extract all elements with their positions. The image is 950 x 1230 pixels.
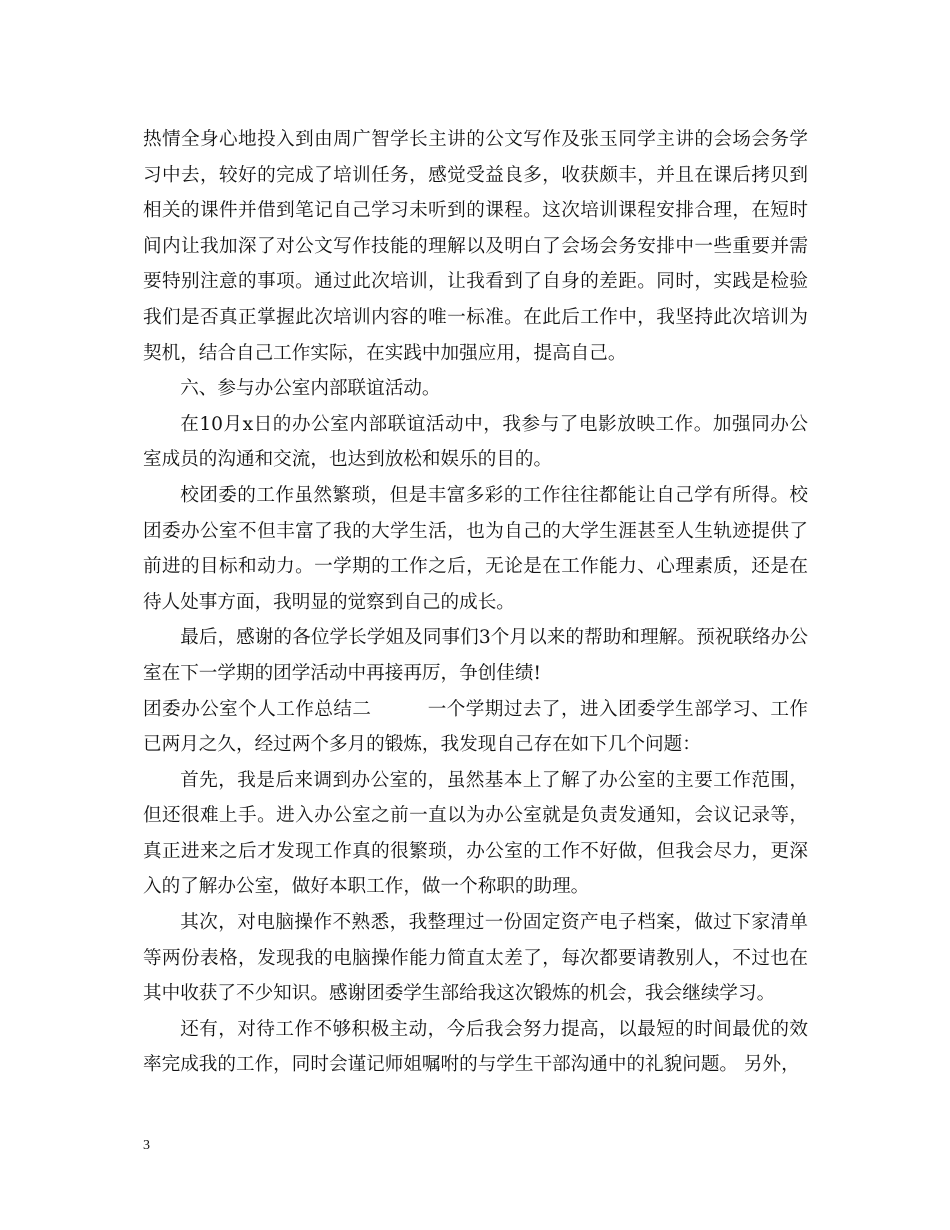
paragraph: 还有，对待工作不够积极主动，今后我会努力提高，以最短的时间最优的效率完成我的工作，同时会谨记师姐嘱咐的与学生干部沟通中的礼貌问题。 另外， (143, 1018, 808, 1076)
document-body (143, 122, 808, 1083)
paragraph: 最后，感谢的各位学长学姐及同事们3个月以来的帮助和理解。预祝联络办公室在下一学期的团学活动中再接再厉，争创佳绩! (143, 627, 808, 684)
paragraph-with-title (143, 692, 808, 763)
page-number: 3 (143, 1138, 150, 1153)
paragraph-text: 一个学期过去了，进入团委学生部学习、工作已两月之久，经过两个多月的锻炼，我发现自己存在如下几个问题： (143, 698, 808, 756)
section-heading: 六、参与办公室内部联谊活动。 (180, 378, 441, 400)
paragraph: 热情全身心地投入到由周广智学长主讲的公文写作及张玉同学主讲的会场会务学习中去，较好的完成了培训任务，感觉受益良多，收获颇丰，并且在课后拷贝到相关的课件并借到笔记自己学习未听到的课程。这次培训课程安排合理，在短时间内让我加深了对公文写作技能的理解以及明白了会场会务安排中一些重要并需要特别注意的事项。通过此次培训，让我看到了自身的差距。同时，实践是检验我们是否真正掌握此次培训内容的唯一标准。在此后工作中，我坚持此次培训为契机，结合自己工作实际，在实践中加强应用，提高自己。 (143, 129, 808, 364)
paragraph: 其次，对电脑操作不熟悉，我整理过一份固定资产电子档案，做过下家清单等两份表格，发现我的电脑操作能力简直太差了，每次都要请教别人，不过也在其中收获了不少知识。感谢团委学生部给我这次锻炼的机会，我会继续学习。 (143, 912, 808, 1005)
paragraph: 校团委的工作虽然繁琐，但是丰富多彩的工作往往都能让自己学有所得。校团委办公室不但丰富了我的大学生活，也为自己的大学生涯甚至人生轨迹提供了前进的目标和动力。一学期的工作之后，无论是在工作能力、心理素质，还是在待人处事方面，我明显的觉察到自己的成长。 (143, 484, 808, 613)
paragraph: 在10月x日的办公室内部联谊活动中，我参与了电影放映工作。加强同办公室成员的沟通和交流，也达到放松和娱乐的目的。 (143, 413, 808, 471)
document-subtitle: 团委办公室个人工作总结二 (143, 698, 372, 720)
paragraph: 首先，我是后来调到办公室的，虽然基本上了解了办公室的主要工作范围，但还很难上手。进入办公室之前一直以为办公室就是负责发通知，会议记录等，真正进来之后才发现工作真的很繁琐，办公室的工作不好做，但我会尽力，更深入的了解办公室，做好本职工作，做一个称职的助理。 (143, 769, 808, 898)
